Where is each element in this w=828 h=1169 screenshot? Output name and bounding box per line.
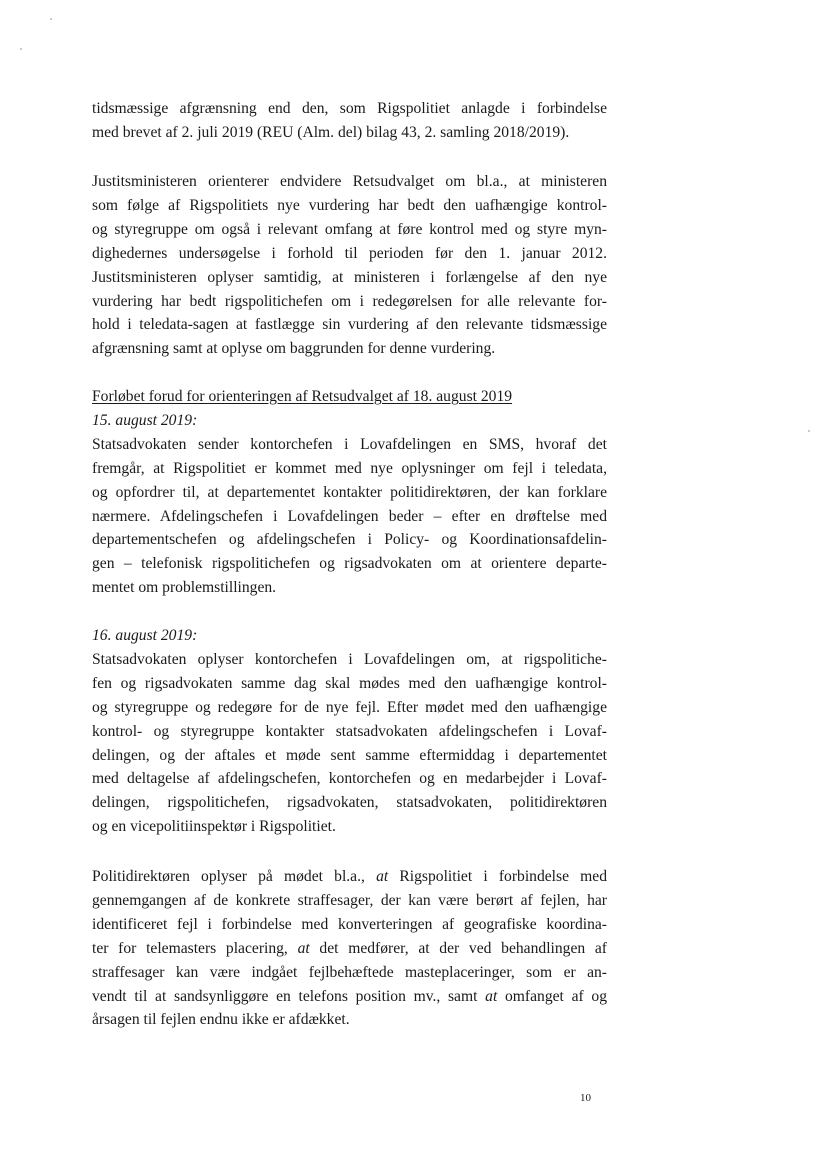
entry-date: 16. august 2019: (92, 627, 198, 644)
text-line: med brevet af 2. juli 2019 (REU (Alm. del) bilag 43, 2. samling 2018/2019). (92, 123, 570, 141)
text-line: mentet om problemstillingen. (92, 579, 277, 597)
scan-speck (808, 430, 810, 432)
text-line: kontrol- og styregruppe kontakter statsadvokaten afdelingschefen i Lovaf- (92, 722, 607, 740)
page-number: 10 (580, 1092, 591, 1104)
text-line: og en vicepolitiinspektør i Rigspolitiet. (92, 818, 336, 836)
text-line: fen og rigsadvokaten samme dag skal mødes med den uafhængige kontrol- (92, 674, 607, 692)
text-line: vurdering har bedt rigspolitichefen om i redegørelsen for alle relevante for- (92, 292, 607, 310)
text-line: gen – telefonisk rigspolitichefen og rigsadvokaten om at orientere departe- (92, 555, 607, 573)
text-line: og styregruppe og redegøre for de nye fejl. Efter mødet med den uafhængige (92, 698, 607, 716)
text-line: straffesager kan være indgået fejlbehæftede masteplaceringer, som er an- (92, 963, 607, 981)
section-15-august (92, 385, 607, 600)
text-line: og styregruppe om også i relevant omfang at føre kontrol med og styre myn- (92, 220, 607, 238)
text-line: hold i teledata-sagen at fastlægge sin vurdering af den relevante tidsmæssige (92, 316, 607, 334)
text-line: Justitsministeren oplyser samtidig, at ministeren i forlængelse af den nye (92, 268, 607, 286)
section-16-august (92, 624, 607, 839)
text-line: nærmere. Afdelingschefen i Lovafdelingen beder – efter en drøftelse med (92, 507, 607, 525)
text-line: årsagen til fejlen endnu ikke er afdækket. (92, 1011, 350, 1029)
text-line: afgrænsning samt at oplyse om baggrunden for denne vurdering. (92, 340, 496, 358)
text-line: med deltagelse af afdelingschefen, kontorchefen og en medarbejder i Lovaf- (92, 770, 607, 788)
text-line: delingen, rigspolitichefen, rigsadvokaten, statsadvokaten, politidirektøren (92, 794, 607, 812)
scan-speck (20, 48, 22, 50)
entry-date: 15. august 2019: (92, 411, 198, 429)
text-line: Statsadvokaten oplyser kontorchefen i Lovafdelingen om, at rigspolitiche- (92, 650, 607, 668)
scan-speck (50, 18, 52, 20)
italic-emphasis: at (376, 868, 389, 885)
text-line: delingen, og der aftales et møde sent samme eftermiddag i departementet (92, 746, 607, 764)
text-line: Justitsministeren orienterer endvidere Retsudvalget om bl.a., at ministeren (92, 173, 607, 190)
text-line: ter for telemasters placering, at det medfører, at der ved behandlingen af (92, 939, 607, 957)
paragraph-2 (92, 170, 607, 361)
text-line: Politidirektøren oplyser på mødet bl.a., at Rigspolitiet i forbindelse med (92, 868, 608, 885)
paragraph-1 (92, 97, 607, 145)
text-line: gennemgangen af de konkrete straffesager, der kan være berørt af fejlen, har (92, 891, 607, 909)
text-line: vendt til at sandsynliggøre en telefons position mv., samt at omfanget af og (92, 987, 607, 1005)
section-heading: Forløbet forud for orienteringen af Retsudvalget af 18. august 2019 (92, 388, 513, 405)
text-line: som følge af Rigspolitiets nye vurdering har bedt den uafhængige kontrol- (92, 196, 607, 214)
text-line: identificeret fejl i forbindelse med konverteringen af geografiske koordina- (92, 915, 607, 933)
text-line: Statsadvokaten sender kontorchefen i Lovafdelingen en SMS, hvoraf det (92, 435, 607, 453)
italic-emphasis: at (297, 939, 310, 957)
text-line: dighedernes undersøgelse i forhold til perioden før den 1. januar 2012. (92, 244, 607, 262)
text-line: departementschefen og afdelingschefen i Policy- og Koordinationsafdelin- (92, 531, 607, 549)
text-line: tidsmæssige afgrænsning end den, som Rigspolitiet anlagde i forbindelse (92, 100, 607, 117)
italic-emphasis: at (485, 987, 498, 1005)
text-line: fremgår, at Rigspolitiet er kommet med nye oplysninger om fejl i teledata, (92, 459, 607, 477)
text-line: og opfordrer til, at departementet kontakter politidirektøren, der kan forklare (92, 483, 607, 501)
paragraph-meeting (92, 865, 607, 1032)
